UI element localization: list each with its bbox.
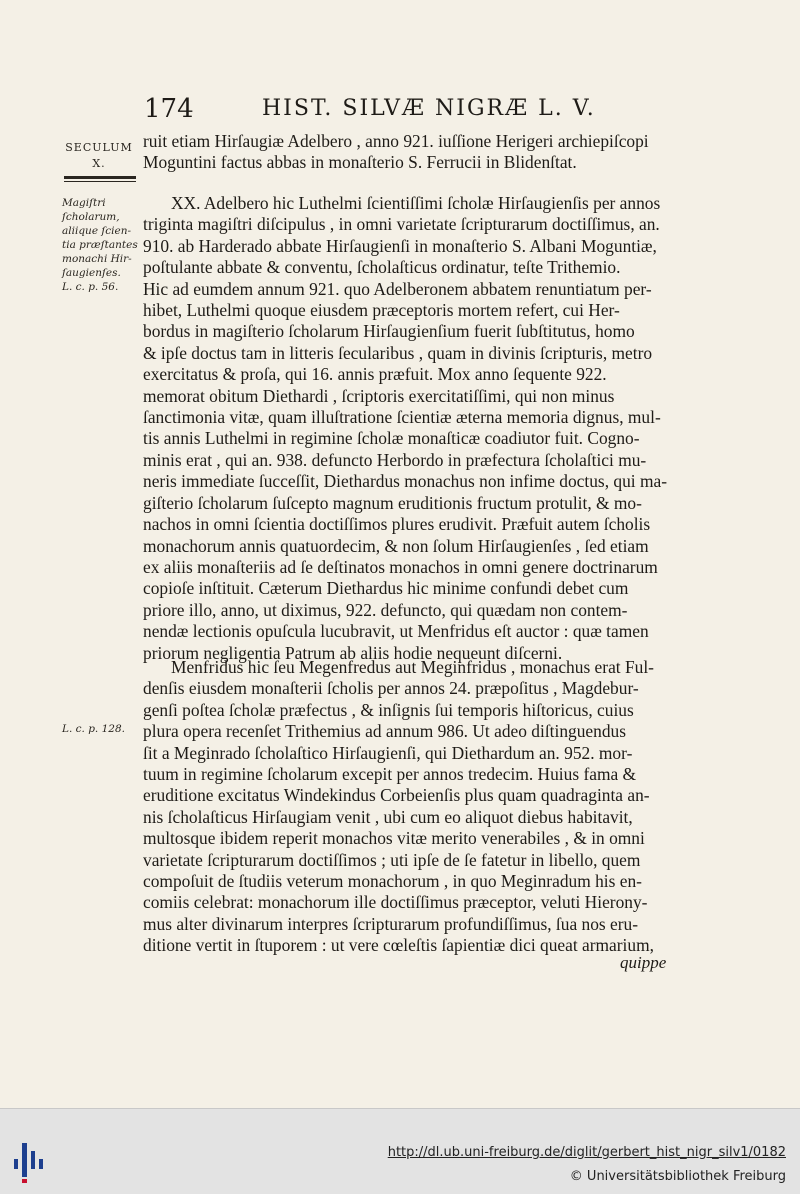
margin-note-magistri	[62, 196, 140, 294]
section-xx-paragraph	[143, 193, 718, 664]
margin-note-line: monachi Hir-	[62, 253, 132, 265]
text-line: plura opera recenſet Trithemius ad annum 986. Ut adeo diſtinguendus	[143, 721, 626, 742]
text-line: 910. ab Harderado abbate Hirſaugienſi in monaſterio S. Albani Moguntiæ,	[143, 235, 657, 256]
page-number: 174	[144, 94, 194, 124]
seculum-label: SECULUM	[65, 141, 133, 154]
text-line: multosque ibidem reperit monachos vitæ merito venerabiles , & in omni	[143, 828, 645, 849]
text-line: nachos in omni ſcientia doctiſſimos plures erudivit. Præfuit autem ſcholis	[143, 514, 651, 535]
viewer-footer	[0, 1108, 800, 1194]
catchword: quippe	[620, 953, 667, 972]
text-line: tis annis Luthelmi in regimine ſcholæ monaſticæ coadiutor fuit. Cogno-	[143, 428, 640, 449]
text-line: triginta magiſtri diſcipulus , in omni varietate ſcripturarum doctiſſimus, an.	[143, 214, 660, 235]
seculum-number: X.	[92, 157, 106, 170]
text-line: comiis celebrat: monachorum ille doctiſſimus præceptor, veluti Hierony-	[143, 892, 648, 913]
text-line: ſanctimonia vitæ, quam illuſtratione ſcientiæ æterna memoria dignus, mul-	[143, 407, 661, 428]
text-line: varietate ſcripturarum doctiſſimos ; uti ipſe de ſe fatetur in libello, quem	[143, 849, 641, 870]
margin-note-line: aliique ſcien-	[62, 225, 132, 237]
text-line: Moguntini factus abbas in monaſterio S. Ferrucii in Blidenſtat.	[143, 152, 577, 173]
text-line: Hic ad eumdem annum 921. quo Adelberonem abbatem renuntiatum per-	[143, 278, 652, 299]
running-title: HIST. SILVÆ NIGRÆ L. V.	[262, 96, 596, 121]
menfridus-paragraph	[143, 657, 718, 957]
text-line: minis erat , qui an. 938. defuncto Herbordo in præfectura ſcholaſtici mu-	[143, 449, 647, 470]
logo-bar	[14, 1159, 18, 1169]
margin-rule	[64, 176, 136, 182]
logo-bar	[31, 1151, 35, 1169]
text-line: tuum in regimine ſcholarum excepit per annos tredecim. Huius fama &	[143, 764, 637, 785]
margin-note-line: Magiſtri	[62, 197, 106, 209]
logo-bar	[22, 1143, 27, 1177]
text-line: priorum negligentia Patrum ab aliis hodie nequeunt diſcerni.	[143, 642, 563, 663]
text-line: ditione vertit in ſtuporem : ut vere cœleſtis ſapientiæ dici queat armarium,	[143, 935, 654, 956]
text-line: eruditione excitatus Windekindus Corbeienſis plus quam quadraginta an-	[143, 785, 650, 806]
text-line: denſis eiusdem monaſterii ſcholis per annos 24. præpoſitus , Magdebur-	[143, 678, 639, 699]
margin-note-reference: L. c. p. 128.	[62, 723, 125, 735]
text-line: ruit etiam Hirſaugiæ Adelbero , anno 921. iuſſione Herigeri archiepiſcopi	[143, 131, 649, 151]
text-line: hibet, Luthelmi quoque eiusdem præceptoris mortem refert, cui Her-	[143, 300, 620, 321]
text-line: nendæ lectionis opuſcula lucubravit, ut Menfridus eſt auctor : quæ tamen	[143, 621, 649, 642]
text-line: nis ſcholaſticus Hirſaugiam venit , ubi cum eo aliquot diebus habitavit,	[143, 806, 633, 827]
text-line: neris immediate ſucceſſit, Diethardus monachus non infime doctus, qui ma-	[143, 471, 668, 492]
text-line: ſit a Meginrado ſcholaſtico Hirſaugienſi, qui Diethardum an. 952. mor-	[143, 742, 633, 763]
text-line: & ipſe doctus tam in litteris ſecularibus , quam in divinis ſcripturis, metro	[143, 342, 653, 363]
ub-freiburg-logo-icon	[14, 1143, 44, 1183]
copyright-notice: © Universitätsbibliothek Freiburg	[569, 1169, 786, 1184]
margin-note-line: L. c. p. 56.	[62, 281, 119, 293]
text-line: giſterio ſcholarum ſuſcepto magnum eruditionis fructum protulit, & mo-	[143, 492, 642, 513]
margin-note-line: ſcholarum,	[62, 211, 120, 223]
text-line: poſtulante abbate & conventu, ſcholaſticus ordinatur, teſte Trithemio.	[143, 257, 621, 278]
text-line: XX. Adelbero hic Luthelmi ſcientiſſimi ſcholæ Hirſaugienſis per annos	[171, 193, 661, 213]
logo-bar	[22, 1179, 27, 1183]
text-line: copioſe inſtituit. Cæterum Diethardus hic minime confundi debet cum	[143, 578, 629, 599]
text-line: genſi poſtea ſcholæ præfectus , & inſignis ſui temporis hiſtoricus, cuius	[143, 699, 634, 720]
intro-paragraph	[143, 131, 718, 174]
margin-note-line: tia præſtantes	[62, 239, 138, 251]
text-line: monachorum annis quatuordecim, & non ſolum Hirſaugienſes , ſed etiam	[143, 535, 649, 556]
text-line: bordus in magiſterio ſcholarum Hirſaugienſium fuerit ſubſtitutus, homo	[143, 321, 635, 342]
text-line: mus alter divinarum interpres ſcripturarum profundiſſimus, ſua nos eru-	[143, 913, 639, 934]
text-line: Menfridus hic ſeu Megenfredus aut Meginfridus , monachus erat Ful-	[171, 657, 654, 677]
page-header	[140, 94, 730, 128]
text-line: compoſuit de ſtudiis veterum monachorum , in quo Meginradum his en-	[143, 871, 642, 892]
permalink-url[interactable]: http://dl.ub.uni-freiburg.de/diglit/gerbert_hist_nigr_silv1/0182	[387, 1145, 786, 1160]
logo-bar	[39, 1159, 43, 1169]
text-line: exercitatus & proſa, qui 16. annis præfuit. Mox anno ſequente 922.	[143, 364, 607, 385]
margin-note-line: ſaugienſes.	[62, 267, 121, 279]
text-line: priore illo, anno, ut diximus, 922. defuncto, qui quædam non contem-	[143, 599, 628, 620]
text-line: ex aliis monaſteriis ad ſe deſtinatos monachos in omni genere doctrinarum	[143, 556, 658, 577]
margin-seculum	[62, 140, 136, 172]
text-line: memorat obitum Diethardi , ſcriptoris exercitatiſſimi, qui non minus	[143, 385, 615, 406]
